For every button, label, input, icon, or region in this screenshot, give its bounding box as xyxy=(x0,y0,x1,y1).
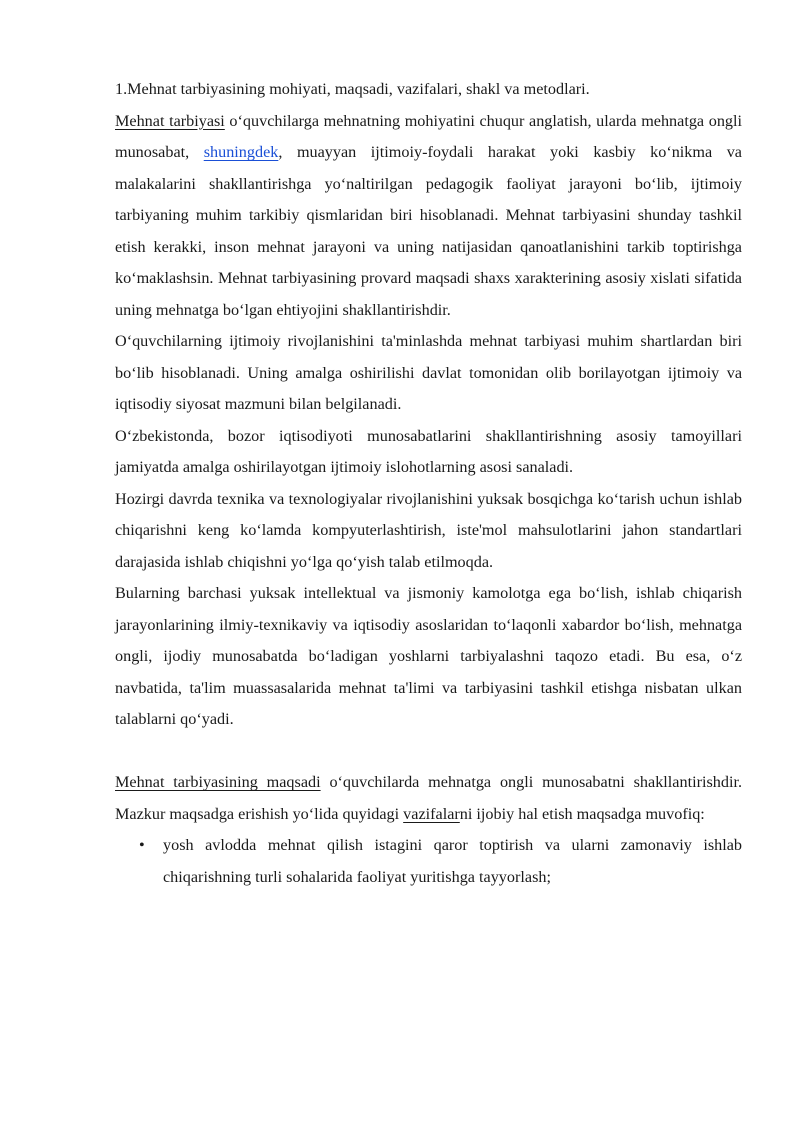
paragraph-requirements: Bularning barchasi yuksak intellektual va jismoniy kamolotga ega bo‘lish, ishlab chiqarish jarayonlarining ilmiy-texnikaviy va iqtisodiy asoslaridan to‘laqonli xabardor bo‘lish, mehnatga ongli, ijodiy munosabatda bo‘ladigan yoshlarni tarbiyalashni taqozo etadi. Bu esa, o‘z navbatida, ta'lim muassasalarida mehnat ta'limi va tarbiyasini tashkil etishga nisbatan ulkan talablarni qo‘yadi. xyxy=(115,584,742,728)
document-page xyxy=(115,74,742,893)
section-heading: 1.Mehnat tarbiyasining mohiyati, maqsadi, vazifalari, shakl va metodlari. xyxy=(115,80,590,98)
paragraph-goal-text-b: ni ijobiy hal etish maqsadga muvofiq: xyxy=(459,804,705,823)
term-mehnat-tarbiyasi: Mehnat tarbiyasi xyxy=(115,111,225,130)
list-item xyxy=(115,830,742,893)
paragraph-uzbekistan: O‘zbekistonda, bozor iqtisodiyoti munosabatlarini shakllantirishning asosiy tamoyillari jamiyatda amalga oshirilayotgan ijtimoiy islohotlarning asosi sanaladi. xyxy=(115,426,742,476)
paragraph-modern-period: Hozirgi davrda texnika va texnologiyalar rivojlanishini yuksak bosqichga ko‘tarish uchun ishlab chiqarishni keng ko‘lamda kompyuterlashtirish, iste'mol mahsulotlarini jahon standartlari darajasida ishlab chiqishni yo‘lga qo‘yish talab etilmoqda. xyxy=(115,489,742,571)
paragraph-goal xyxy=(115,767,742,830)
list-item-text: yosh avlodda mehnat qilish istagini qaror toptirish va ularni zamonaviy ishlab chiqarishning turli sohalarida faoliyat yuritishga tayyorlash; xyxy=(163,836,742,886)
term-maqsadi: Mehnat tarbiyasining maqsadi xyxy=(115,773,321,791)
link-shuningdek[interactable]: shuningdek xyxy=(203,143,279,161)
term-vazifalar: vazifalar xyxy=(403,804,460,823)
paragraph-definition-text-b: , muayyan ijtimoiy-foydali harakat yoki kasbiy ko‘nikma va malakalarini shakllantirishga yo‘naltirilgan pedagogik faoliyat jarayoni bo‘lib, ijtimoiy tarbiyaning muhim tarkibiy qismlaridan biri hisoblanadi. Mehnat tarbiyasini shunday tashkil etish kerakki, inson mehnat jarayoni va uning natijasidan qanoatlanishini tarkib toptirishga ko‘maklashsin. Mehnat tarbiyasining provard maqsadi shaxs xarakterining asosiy xislati sifatida uning mehnatga bo‘lgan ehtiyojini shakllantirishdir. xyxy=(115,143,742,319)
task-list xyxy=(115,830,742,893)
paragraph-spacer xyxy=(115,736,742,768)
bullet-icon: • xyxy=(139,836,145,854)
paragraph-definition-text-a: o‘quvchilarga mehnatning mohiyatini chuqur anglatish, ularda mehnatga ongli munosabat, xyxy=(115,111,743,161)
paragraph-social-development: O‘quvchilarning ijtimoiy rivojlanishini ta'minlashda mehnat tarbiyasi muhim shartlardan biri bo‘lib hisoblanadi. Uning amalga oshirilishi davlat tomonidan olib borilayotgan ijtimoiy va iqtisodiy siyosat mazmuni bilan belgilanadi. xyxy=(115,332,742,413)
paragraph-definition xyxy=(115,106,742,327)
paragraph-goal-text-a: o‘quvchilarda mehnatga ongli munosabatni shakllantirishdir. Mazkur maqsadga erishish yo‘lida quyidagi xyxy=(115,773,742,823)
